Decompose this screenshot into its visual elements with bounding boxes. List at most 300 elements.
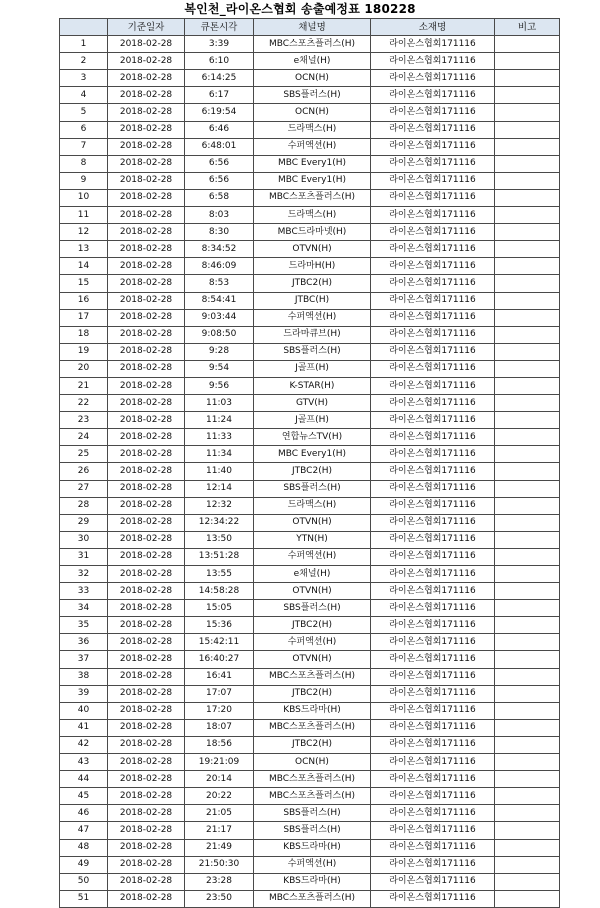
cue-time-cell[interactable]: 13:55	[185, 566, 254, 583]
row-number-cell[interactable]: 21	[60, 377, 108, 394]
material-cell[interactable]: 라이온스협회171116	[371, 822, 495, 839]
channel-cell[interactable]: SBS플러스(H)	[254, 822, 371, 839]
date-cell[interactable]: 2018-02-28	[108, 343, 185, 360]
channel-cell[interactable]: MBC스포츠플러스(H)	[254, 189, 371, 206]
row-number-cell[interactable]: 19	[60, 343, 108, 360]
cue-time-cell[interactable]: 9:03:44	[185, 309, 254, 326]
material-cell[interactable]: 라이온스협회171116	[371, 514, 495, 531]
cue-time-cell[interactable]: 8:03	[185, 207, 254, 224]
cue-time-cell[interactable]: 16:41	[185, 668, 254, 685]
row-number-cell[interactable]: 24	[60, 429, 108, 446]
note-cell[interactable]	[495, 754, 560, 771]
row-number-cell[interactable]: 31	[60, 548, 108, 565]
cue-time-cell[interactable]: 16:40:27	[185, 651, 254, 668]
note-cell[interactable]	[495, 736, 560, 753]
material-cell[interactable]: 라이온스협회171116	[371, 377, 495, 394]
date-cell[interactable]: 2018-02-28	[108, 70, 185, 87]
row-number-cell[interactable]: 17	[60, 309, 108, 326]
row-number-cell[interactable]: 6	[60, 121, 108, 138]
row-number-cell[interactable]: 25	[60, 446, 108, 463]
note-cell[interactable]	[495, 292, 560, 309]
material-cell[interactable]: 라이온스협회171116	[371, 480, 495, 497]
cue-time-cell[interactable]: 8:46:09	[185, 258, 254, 275]
channel-cell[interactable]: 드라맥스(H)	[254, 121, 371, 138]
cue-time-cell[interactable]: 6:10	[185, 53, 254, 70]
note-cell[interactable]	[495, 771, 560, 788]
material-cell[interactable]: 라이온스협회171116	[371, 805, 495, 822]
date-cell[interactable]: 2018-02-28	[108, 241, 185, 258]
cue-time-cell[interactable]: 18:56	[185, 736, 254, 753]
note-cell[interactable]	[495, 395, 560, 412]
row-number-cell[interactable]: 40	[60, 702, 108, 719]
note-cell[interactable]	[495, 53, 560, 70]
date-cell[interactable]: 2018-02-28	[108, 104, 185, 121]
material-cell[interactable]: 라이온스협회171116	[371, 873, 495, 890]
note-cell[interactable]	[495, 189, 560, 206]
material-cell[interactable]: 라이온스협회171116	[371, 566, 495, 583]
note-cell[interactable]	[495, 583, 560, 600]
cue-time-cell[interactable]: 11:40	[185, 463, 254, 480]
header-cue-time[interactable]: 큐톤시각	[185, 19, 254, 36]
date-cell[interactable]: 2018-02-28	[108, 856, 185, 873]
channel-cell[interactable]: SBS플러스(H)	[254, 480, 371, 497]
date-cell[interactable]: 2018-02-28	[108, 292, 185, 309]
channel-cell[interactable]: MBC스포츠플러스(H)	[254, 771, 371, 788]
cue-time-cell[interactable]: 17:07	[185, 685, 254, 702]
material-cell[interactable]: 라이온스협회171116	[371, 788, 495, 805]
cue-time-cell[interactable]: 11:03	[185, 395, 254, 412]
material-cell[interactable]: 라이온스협회171116	[371, 719, 495, 736]
cue-time-cell[interactable]: 13:51:28	[185, 548, 254, 565]
channel-cell[interactable]: OTVN(H)	[254, 583, 371, 600]
cue-time-cell[interactable]: 8:30	[185, 224, 254, 241]
row-number-cell[interactable]: 38	[60, 668, 108, 685]
cue-time-cell[interactable]: 21:49	[185, 839, 254, 856]
row-number-cell[interactable]: 48	[60, 839, 108, 856]
note-cell[interactable]	[495, 890, 560, 907]
material-cell[interactable]: 라이온스협회171116	[371, 309, 495, 326]
date-cell[interactable]: 2018-02-28	[108, 463, 185, 480]
note-cell[interactable]	[495, 207, 560, 224]
row-number-cell[interactable]: 30	[60, 531, 108, 548]
material-cell[interactable]: 라이온스협회171116	[371, 241, 495, 258]
cue-time-cell[interactable]: 6:56	[185, 172, 254, 189]
channel-cell[interactable]: SBS플러스(H)	[254, 343, 371, 360]
channel-cell[interactable]: MBC Every1(H)	[254, 155, 371, 172]
date-cell[interactable]: 2018-02-28	[108, 36, 185, 53]
note-cell[interactable]	[495, 685, 560, 702]
row-number-cell[interactable]: 45	[60, 788, 108, 805]
cue-time-cell[interactable]: 8:54:41	[185, 292, 254, 309]
date-cell[interactable]: 2018-02-28	[108, 788, 185, 805]
date-cell[interactable]: 2018-02-28	[108, 87, 185, 104]
note-cell[interactable]	[495, 326, 560, 343]
note-cell[interactable]	[495, 497, 560, 514]
row-number-cell[interactable]: 51	[60, 890, 108, 907]
channel-cell[interactable]: 드라마H(H)	[254, 258, 371, 275]
note-cell[interactable]	[495, 702, 560, 719]
material-cell[interactable]: 라이온스협회171116	[371, 258, 495, 275]
material-cell[interactable]: 라이온스협회171116	[371, 497, 495, 514]
channel-cell[interactable]: MBC드라마넷(H)	[254, 224, 371, 241]
material-cell[interactable]: 라이온스협회171116	[371, 53, 495, 70]
cue-time-cell[interactable]: 9:56	[185, 377, 254, 394]
note-cell[interactable]	[495, 617, 560, 634]
channel-cell[interactable]: MBC스포츠플러스(H)	[254, 890, 371, 907]
date-cell[interactable]: 2018-02-28	[108, 736, 185, 753]
note-cell[interactable]	[495, 241, 560, 258]
material-cell[interactable]: 라이온스협회171116	[371, 754, 495, 771]
row-number-cell[interactable]: 23	[60, 412, 108, 429]
material-cell[interactable]: 라이온스협회171116	[371, 326, 495, 343]
cue-time-cell[interactable]: 9:28	[185, 343, 254, 360]
row-number-cell[interactable]: 2	[60, 53, 108, 70]
date-cell[interactable]: 2018-02-28	[108, 685, 185, 702]
row-number-cell[interactable]: 33	[60, 583, 108, 600]
row-number-cell[interactable]: 32	[60, 566, 108, 583]
channel-cell[interactable]: JTBC2(H)	[254, 736, 371, 753]
channel-cell[interactable]: SBS플러스(H)	[254, 805, 371, 822]
date-cell[interactable]: 2018-02-28	[108, 412, 185, 429]
material-cell[interactable]: 라이온스협회171116	[371, 275, 495, 292]
note-cell[interactable]	[495, 634, 560, 651]
material-cell[interactable]: 라이온스협회171116	[371, 634, 495, 651]
material-cell[interactable]: 라이온스협회171116	[371, 548, 495, 565]
date-cell[interactable]: 2018-02-28	[108, 583, 185, 600]
date-cell[interactable]: 2018-02-28	[108, 497, 185, 514]
material-cell[interactable]: 라이온스협회171116	[371, 617, 495, 634]
note-cell[interactable]	[495, 224, 560, 241]
cue-time-cell[interactable]: 6:17	[185, 87, 254, 104]
row-number-cell[interactable]: 43	[60, 754, 108, 771]
channel-cell[interactable]: SBS플러스(H)	[254, 600, 371, 617]
channel-cell[interactable]: MBC스포츠플러스(H)	[254, 788, 371, 805]
channel-cell[interactable]: MBC Every1(H)	[254, 172, 371, 189]
channel-cell[interactable]: 연합뉴스TV(H)	[254, 429, 371, 446]
date-cell[interactable]: 2018-02-28	[108, 446, 185, 463]
date-cell[interactable]: 2018-02-28	[108, 668, 185, 685]
date-cell[interactable]: 2018-02-28	[108, 138, 185, 155]
channel-cell[interactable]: OCN(H)	[254, 70, 371, 87]
channel-cell[interactable]: 수퍼액션(H)	[254, 634, 371, 651]
row-number-cell[interactable]: 12	[60, 224, 108, 241]
header-date[interactable]: 기준일자	[108, 19, 185, 36]
material-cell[interactable]: 라이온스협회171116	[371, 138, 495, 155]
note-cell[interactable]	[495, 668, 560, 685]
cue-time-cell[interactable]: 8:53	[185, 275, 254, 292]
note-cell[interactable]	[495, 788, 560, 805]
row-number-cell[interactable]: 41	[60, 719, 108, 736]
note-cell[interactable]	[495, 377, 560, 394]
row-number-cell[interactable]: 28	[60, 497, 108, 514]
date-cell[interactable]: 2018-02-28	[108, 377, 185, 394]
cue-time-cell[interactable]: 21:50:30	[185, 856, 254, 873]
material-cell[interactable]: 라이온스협회171116	[371, 155, 495, 172]
date-cell[interactable]: 2018-02-28	[108, 890, 185, 907]
material-cell[interactable]: 라이온스협회171116	[371, 429, 495, 446]
note-cell[interactable]	[495, 651, 560, 668]
date-cell[interactable]: 2018-02-28	[108, 172, 185, 189]
cue-time-cell[interactable]: 18:07	[185, 719, 254, 736]
row-number-cell[interactable]: 49	[60, 856, 108, 873]
cue-time-cell[interactable]: 6:56	[185, 155, 254, 172]
row-number-cell[interactable]: 20	[60, 360, 108, 377]
date-cell[interactable]: 2018-02-28	[108, 189, 185, 206]
date-cell[interactable]: 2018-02-28	[108, 839, 185, 856]
note-cell[interactable]	[495, 531, 560, 548]
cue-time-cell[interactable]: 11:24	[185, 412, 254, 429]
note-cell[interactable]	[495, 309, 560, 326]
material-cell[interactable]: 라이온스협회171116	[371, 36, 495, 53]
note-cell[interactable]	[495, 87, 560, 104]
cue-time-cell[interactable]: 6:48:01	[185, 138, 254, 155]
channel-cell[interactable]: J골프(H)	[254, 360, 371, 377]
note-cell[interactable]	[495, 719, 560, 736]
date-cell[interactable]: 2018-02-28	[108, 224, 185, 241]
material-cell[interactable]: 라이온스협회171116	[371, 771, 495, 788]
cue-time-cell[interactable]: 12:32	[185, 497, 254, 514]
date-cell[interactable]: 2018-02-28	[108, 309, 185, 326]
row-number-cell[interactable]: 22	[60, 395, 108, 412]
material-cell[interactable]: 라이온스협회171116	[371, 292, 495, 309]
note-cell[interactable]	[495, 463, 560, 480]
material-cell[interactable]: 라이온스협회171116	[371, 224, 495, 241]
note-cell[interactable]	[495, 258, 560, 275]
material-cell[interactable]: 라이온스협회171116	[371, 87, 495, 104]
cue-time-cell[interactable]: 12:34:22	[185, 514, 254, 531]
note-cell[interactable]	[495, 805, 560, 822]
note-cell[interactable]	[495, 275, 560, 292]
cue-time-cell[interactable]: 21:05	[185, 805, 254, 822]
channel-cell[interactable]: KBS드라마(H)	[254, 702, 371, 719]
cue-time-cell[interactable]: 23:28	[185, 873, 254, 890]
note-cell[interactable]	[495, 480, 560, 497]
channel-cell[interactable]: 드라마큐브(H)	[254, 326, 371, 343]
channel-cell[interactable]: JTBC2(H)	[254, 685, 371, 702]
cue-time-cell[interactable]: 15:05	[185, 600, 254, 617]
channel-cell[interactable]: SBS플러스(H)	[254, 87, 371, 104]
date-cell[interactable]: 2018-02-28	[108, 121, 185, 138]
cue-time-cell[interactable]: 9:54	[185, 360, 254, 377]
cue-time-cell[interactable]: 11:33	[185, 429, 254, 446]
note-cell[interactable]	[495, 822, 560, 839]
note-cell[interactable]	[495, 70, 560, 87]
date-cell[interactable]: 2018-02-28	[108, 771, 185, 788]
cue-time-cell[interactable]: 17:20	[185, 702, 254, 719]
row-number-cell[interactable]: 14	[60, 258, 108, 275]
material-cell[interactable]: 라이온스협회171116	[371, 600, 495, 617]
material-cell[interactable]: 라이온스협회171116	[371, 446, 495, 463]
date-cell[interactable]: 2018-02-28	[108, 258, 185, 275]
channel-cell[interactable]: OCN(H)	[254, 104, 371, 121]
date-cell[interactable]: 2018-02-28	[108, 634, 185, 651]
row-number-cell[interactable]: 4	[60, 87, 108, 104]
date-cell[interactable]: 2018-02-28	[108, 566, 185, 583]
row-number-cell[interactable]: 46	[60, 805, 108, 822]
row-number-cell[interactable]: 10	[60, 189, 108, 206]
row-number-cell[interactable]: 9	[60, 172, 108, 189]
cue-time-cell[interactable]: 21:17	[185, 822, 254, 839]
note-cell[interactable]	[495, 548, 560, 565]
row-number-cell[interactable]: 47	[60, 822, 108, 839]
note-cell[interactable]	[495, 360, 560, 377]
material-cell[interactable]: 라이온스협회171116	[371, 343, 495, 360]
note-cell[interactable]	[495, 856, 560, 873]
row-number-cell[interactable]: 50	[60, 873, 108, 890]
date-cell[interactable]: 2018-02-28	[108, 53, 185, 70]
row-number-cell[interactable]: 42	[60, 736, 108, 753]
material-cell[interactable]: 라이온스협회171116	[371, 189, 495, 206]
channel-cell[interactable]: JTBC(H)	[254, 292, 371, 309]
row-number-cell[interactable]: 37	[60, 651, 108, 668]
note-cell[interactable]	[495, 566, 560, 583]
cue-time-cell[interactable]: 20:14	[185, 771, 254, 788]
row-number-cell[interactable]: 36	[60, 634, 108, 651]
row-number-cell[interactable]: 16	[60, 292, 108, 309]
note-cell[interactable]	[495, 104, 560, 121]
row-number-cell[interactable]: 26	[60, 463, 108, 480]
channel-cell[interactable]: YTN(H)	[254, 531, 371, 548]
row-number-cell[interactable]: 1	[60, 36, 108, 53]
date-cell[interactable]: 2018-02-28	[108, 548, 185, 565]
date-cell[interactable]: 2018-02-28	[108, 207, 185, 224]
date-cell[interactable]: 2018-02-28	[108, 702, 185, 719]
material-cell[interactable]: 라이온스협회171116	[371, 583, 495, 600]
material-cell[interactable]: 라이온스협회171116	[371, 172, 495, 189]
cue-time-cell[interactable]: 3:39	[185, 36, 254, 53]
row-number-cell[interactable]: 29	[60, 514, 108, 531]
row-number-cell[interactable]: 3	[60, 70, 108, 87]
date-cell[interactable]: 2018-02-28	[108, 617, 185, 634]
material-cell[interactable]: 라이온스협회171116	[371, 890, 495, 907]
date-cell[interactable]: 2018-02-28	[108, 480, 185, 497]
channel-cell[interactable]: 수퍼액션(H)	[254, 309, 371, 326]
material-cell[interactable]: 라이온스협회171116	[371, 856, 495, 873]
date-cell[interactable]: 2018-02-28	[108, 754, 185, 771]
date-cell[interactable]: 2018-02-28	[108, 275, 185, 292]
cue-time-cell[interactable]: 6:19:54	[185, 104, 254, 121]
channel-cell[interactable]: K-STAR(H)	[254, 377, 371, 394]
row-number-cell[interactable]: 34	[60, 600, 108, 617]
date-cell[interactable]: 2018-02-28	[108, 651, 185, 668]
cue-time-cell[interactable]: 9:08:50	[185, 326, 254, 343]
row-number-cell[interactable]: 39	[60, 685, 108, 702]
cue-time-cell[interactable]: 23:50	[185, 890, 254, 907]
material-cell[interactable]: 라이온스협회171116	[371, 736, 495, 753]
material-cell[interactable]: 라이온스협회171116	[371, 668, 495, 685]
channel-cell[interactable]: e채널(H)	[254, 53, 371, 70]
channel-cell[interactable]: MBC Every1(H)	[254, 446, 371, 463]
header-material[interactable]: 소재명	[371, 19, 495, 36]
channel-cell[interactable]: JTBC2(H)	[254, 275, 371, 292]
note-cell[interactable]	[495, 446, 560, 463]
cue-time-cell[interactable]: 6:46	[185, 121, 254, 138]
date-cell[interactable]: 2018-02-28	[108, 360, 185, 377]
channel-cell[interactable]: KBS드라마(H)	[254, 873, 371, 890]
channel-cell[interactable]: GTV(H)	[254, 395, 371, 412]
note-cell[interactable]	[495, 138, 560, 155]
cue-time-cell[interactable]: 15:42:11	[185, 634, 254, 651]
cue-time-cell[interactable]: 20:22	[185, 788, 254, 805]
channel-cell[interactable]: MBC스포츠플러스(H)	[254, 668, 371, 685]
material-cell[interactable]: 라이온스협회171116	[371, 360, 495, 377]
channel-cell[interactable]: MBC스포츠플러스(H)	[254, 719, 371, 736]
row-number-cell[interactable]: 5	[60, 104, 108, 121]
cue-time-cell[interactable]: 19:21:09	[185, 754, 254, 771]
row-number-cell[interactable]: 27	[60, 480, 108, 497]
date-cell[interactable]: 2018-02-28	[108, 719, 185, 736]
header-channel[interactable]: 채널명	[254, 19, 371, 36]
channel-cell[interactable]: MBC스포츠플러스(H)	[254, 36, 371, 53]
cue-time-cell[interactable]: 13:50	[185, 531, 254, 548]
material-cell[interactable]: 라이온스협회171116	[371, 463, 495, 480]
date-cell[interactable]: 2018-02-28	[108, 531, 185, 548]
date-cell[interactable]: 2018-02-28	[108, 514, 185, 531]
cue-time-cell[interactable]: 6:58	[185, 189, 254, 206]
row-number-cell[interactable]: 44	[60, 771, 108, 788]
channel-cell[interactable]: 드라맥스(H)	[254, 207, 371, 224]
material-cell[interactable]: 라이온스협회171116	[371, 104, 495, 121]
date-cell[interactable]: 2018-02-28	[108, 822, 185, 839]
channel-cell[interactable]: 수퍼액션(H)	[254, 548, 371, 565]
cue-time-cell[interactable]: 6:14:25	[185, 70, 254, 87]
material-cell[interactable]: 라이온스협회171116	[371, 412, 495, 429]
note-cell[interactable]	[495, 155, 560, 172]
date-cell[interactable]: 2018-02-28	[108, 395, 185, 412]
channel-cell[interactable]: KBS드라마(H)	[254, 839, 371, 856]
cue-time-cell[interactable]: 14:58:28	[185, 583, 254, 600]
channel-cell[interactable]: OCN(H)	[254, 754, 371, 771]
date-cell[interactable]: 2018-02-28	[108, 155, 185, 172]
material-cell[interactable]: 라이온스협회171116	[371, 651, 495, 668]
channel-cell[interactable]: 드라맥스(H)	[254, 497, 371, 514]
note-cell[interactable]	[495, 429, 560, 446]
row-number-cell[interactable]: 8	[60, 155, 108, 172]
row-number-cell[interactable]: 7	[60, 138, 108, 155]
channel-cell[interactable]: JTBC2(H)	[254, 463, 371, 480]
material-cell[interactable]: 라이온스협회171116	[371, 702, 495, 719]
cue-time-cell[interactable]: 11:34	[185, 446, 254, 463]
material-cell[interactable]: 라이온스협회171116	[371, 531, 495, 548]
header-note[interactable]: 비고	[495, 19, 560, 36]
material-cell[interactable]: 라이온스협회171116	[371, 70, 495, 87]
date-cell[interactable]: 2018-02-28	[108, 873, 185, 890]
date-cell[interactable]: 2018-02-28	[108, 805, 185, 822]
channel-cell[interactable]: 수퍼액션(H)	[254, 856, 371, 873]
channel-cell[interactable]: JTBC2(H)	[254, 617, 371, 634]
note-cell[interactable]	[495, 600, 560, 617]
channel-cell[interactable]: J골프(H)	[254, 412, 371, 429]
material-cell[interactable]: 라이온스협회171116	[371, 685, 495, 702]
note-cell[interactable]	[495, 36, 560, 53]
row-number-cell[interactable]: 11	[60, 207, 108, 224]
channel-cell[interactable]: e채널(H)	[254, 566, 371, 583]
material-cell[interactable]: 라이온스협회171116	[371, 839, 495, 856]
cue-time-cell[interactable]: 15:36	[185, 617, 254, 634]
note-cell[interactable]	[495, 412, 560, 429]
date-cell[interactable]: 2018-02-28	[108, 326, 185, 343]
channel-cell[interactable]: 수퍼액션(H)	[254, 138, 371, 155]
note-cell[interactable]	[495, 343, 560, 360]
channel-cell[interactable]: OTVN(H)	[254, 241, 371, 258]
date-cell[interactable]: 2018-02-28	[108, 600, 185, 617]
channel-cell[interactable]: OTVN(H)	[254, 651, 371, 668]
note-cell[interactable]	[495, 172, 560, 189]
cue-time-cell[interactable]: 12:14	[185, 480, 254, 497]
material-cell[interactable]: 라이온스협회171116	[371, 395, 495, 412]
row-number-cell[interactable]: 35	[60, 617, 108, 634]
note-cell[interactable]	[495, 873, 560, 890]
